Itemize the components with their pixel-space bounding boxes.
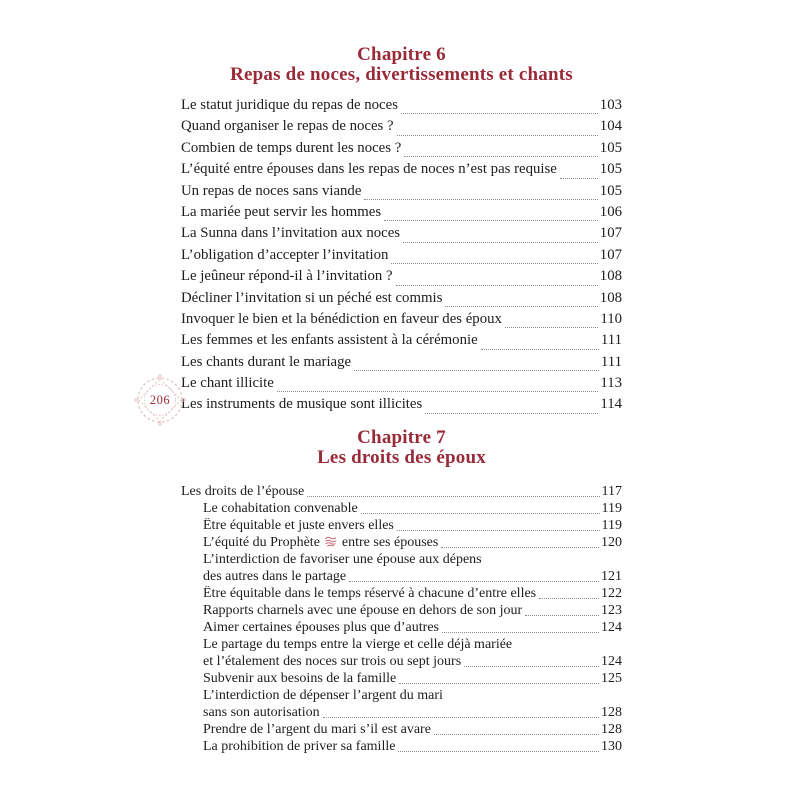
toc-entry-page: 105 xyxy=(599,182,622,199)
chapter-title: Repas de noces, divertissements et chants xyxy=(230,64,573,85)
dot-leader xyxy=(525,615,599,616)
dot-leader xyxy=(354,370,599,371)
toc-entry-page: 125 xyxy=(601,671,622,686)
toc-entry-page: 111 xyxy=(600,353,622,370)
toc-entry-label: Le jeûneur répond-il à l’invitation ? xyxy=(181,268,393,285)
toc-entry-label: Être équitable dans le temps réservé à chacune d’entre elles xyxy=(203,586,537,601)
toc-entry xyxy=(181,118,622,139)
dot-leader xyxy=(364,199,597,200)
toc-entry xyxy=(181,535,622,552)
dot-leader xyxy=(505,327,598,328)
toc-entry-label: Le partage du temps entre la vierge et celle déjà mariée xyxy=(203,637,513,652)
chapter-6-section xyxy=(181,45,622,418)
toc-entry xyxy=(181,161,622,182)
dot-leader xyxy=(403,242,598,243)
toc-entry-label: Aimer certaines épouses plus que d’autres xyxy=(203,620,439,635)
toc-entry-label: L’équité entre épouses dans les repas de noces n’est pas requise xyxy=(181,161,557,178)
toc-entry-page: 108 xyxy=(599,289,622,306)
toc-entry-page: 124 xyxy=(601,654,622,669)
toc-entry-label: Rapports charnels avec une épouse en dehors de son jour xyxy=(203,603,523,618)
toc-entry xyxy=(181,290,622,311)
toc-entry-label: Décliner l’invitation si un péché est commis xyxy=(181,289,443,306)
toc-entry xyxy=(181,332,622,353)
toc-entry-label: Les droits de l’épouse xyxy=(181,484,305,499)
toc-entry xyxy=(181,586,622,603)
toc-entry xyxy=(181,552,622,569)
dot-leader xyxy=(349,581,599,582)
toc-entry-label: Le cohabitation convenable xyxy=(203,501,358,516)
page-number-badge xyxy=(132,372,188,428)
toc-entry-label: L’équité du Prophète entre ses épouses xyxy=(203,535,439,550)
toc-entry-page: 123 xyxy=(601,603,622,618)
dot-leader xyxy=(384,220,598,221)
toc-entry xyxy=(181,722,622,739)
toc-entry-label: Les femmes et les enfants assistent à la cérémonie xyxy=(181,332,478,349)
toc-entry-page: 105 xyxy=(599,161,622,178)
dot-leader xyxy=(560,178,598,179)
prophet-salutation-icon xyxy=(324,535,337,547)
dot-leader xyxy=(401,113,598,114)
toc-entry-page: 104 xyxy=(599,118,622,135)
toc-entry-label: La mariée peut servir les hommes xyxy=(181,203,382,220)
toc-entry xyxy=(181,739,622,756)
toc-entry xyxy=(181,354,622,375)
page-number: 206 xyxy=(149,392,171,407)
chapter-label: Chapitre 6 xyxy=(357,44,446,65)
toc-entry-page: 114 xyxy=(600,396,622,413)
toc-entry-page: 107 xyxy=(599,225,622,242)
toc-entry-label: Quand organiser le repas de noces ? xyxy=(181,118,394,135)
dot-leader xyxy=(277,391,598,392)
toc-entry-page: 119 xyxy=(601,518,622,533)
toc-entry-page: 121 xyxy=(601,569,622,584)
toc-entry xyxy=(181,688,622,705)
dot-leader xyxy=(391,263,597,264)
toc-entry xyxy=(181,705,622,722)
toc-entry xyxy=(181,247,622,268)
toc-entry-label: La prohibition de priver sa famille xyxy=(203,739,396,754)
toc-entry-page: 106 xyxy=(599,203,622,220)
toc-entry-label: des autres dans le partage xyxy=(203,569,347,584)
toc-entry-label: L’interdiction de dépenser l’argent du mari xyxy=(203,688,443,703)
toc-entry-label: et l’étalement des noces sur trois ou sept jours xyxy=(203,654,462,669)
toc-entry xyxy=(181,484,622,501)
toc-entry-label: Invoquer le bien et la bénédiction en faveur des époux xyxy=(181,310,502,327)
toc-entry-label: sans son autorisation xyxy=(203,705,320,720)
toc-entry xyxy=(181,671,622,688)
toc-entry xyxy=(181,204,622,225)
toc-entry xyxy=(181,603,622,620)
toc-entry-label: Combien de temps durent les noces ? xyxy=(181,139,402,156)
dot-leader xyxy=(441,547,599,548)
dot-leader xyxy=(442,632,599,633)
toc-entry-page: 119 xyxy=(601,501,622,516)
toc-entry-label: Les chants durant le mariage xyxy=(181,353,352,370)
dot-leader xyxy=(445,306,597,307)
toc-entry xyxy=(181,569,622,586)
chapter-label: Chapitre 7 xyxy=(357,427,446,448)
toc-entry-page: 130 xyxy=(601,739,622,754)
dot-leader xyxy=(399,683,599,684)
toc-entry xyxy=(181,620,622,637)
toc-entry-label: Le statut juridique du repas de noces xyxy=(181,97,398,113)
toc-entry-label: Un repas de noces sans viande xyxy=(181,182,362,199)
toc-entry-label: Le chant illicite xyxy=(181,375,274,392)
toc-entry-page: 124 xyxy=(601,620,622,635)
toc-entry-label: L’obligation d’accepter l’invitation xyxy=(181,246,389,263)
toc-entry xyxy=(181,311,622,332)
chapter-7-section xyxy=(181,428,622,756)
toc-entry xyxy=(181,268,622,289)
toc-entry-label: Subvenir aux besoins de la famille xyxy=(203,671,397,686)
chapter-7-entries xyxy=(181,484,622,756)
dot-leader xyxy=(361,513,600,514)
toc-entry-page: 117 xyxy=(601,484,622,499)
toc-entry-label: Prendre de l’argent du mari s’il est avare xyxy=(203,722,431,737)
toc-entry-page: 108 xyxy=(599,268,622,285)
toc-entry-page: 107 xyxy=(599,246,622,263)
toc-entry-label: L’interdiction de favoriser une épouse aux dépens xyxy=(203,552,482,567)
chapter-6-heading xyxy=(181,45,622,85)
toc-entry xyxy=(181,654,622,671)
toc-entry-page: 103 xyxy=(599,97,622,113)
toc-entry-page: 128 xyxy=(601,722,622,737)
toc-entry-label: Les instruments de musique sont illicites xyxy=(181,396,423,413)
toc-entry-label: Être équitable et juste envers elles xyxy=(203,518,394,533)
dot-leader xyxy=(307,496,599,497)
toc-entry xyxy=(181,637,622,654)
toc-entry-page: 120 xyxy=(601,535,622,550)
toc-entry-page: 128 xyxy=(601,705,622,720)
toc-entry xyxy=(181,97,622,118)
toc-entry-page: 105 xyxy=(599,139,622,156)
dot-leader xyxy=(464,666,599,667)
toc-entry xyxy=(181,140,622,161)
toc-entry xyxy=(181,183,622,204)
chapter-7-heading xyxy=(181,428,622,468)
toc-entry-page: 110 xyxy=(600,310,622,327)
dot-leader xyxy=(397,135,598,136)
toc-entry-label: La Sunna dans l’invitation aux noces xyxy=(181,225,401,242)
dot-leader xyxy=(323,717,599,718)
dot-leader xyxy=(404,156,598,157)
chapter-title: Les droits des époux xyxy=(317,447,486,468)
toc-entry xyxy=(181,375,622,396)
dot-leader xyxy=(396,285,598,286)
dot-leader xyxy=(398,751,599,752)
toc-entry-page: 111 xyxy=(600,332,622,349)
dot-leader xyxy=(434,734,599,735)
toc-entry xyxy=(181,225,622,246)
dot-leader xyxy=(539,598,599,599)
toc-entry xyxy=(181,501,622,518)
toc-entry xyxy=(181,396,622,417)
toc-entry xyxy=(181,518,622,535)
toc-entry-page: 122 xyxy=(601,586,622,601)
chapter-6-entries xyxy=(181,97,622,418)
toc-entry-page: 113 xyxy=(600,375,622,392)
dot-leader xyxy=(481,349,599,350)
dot-leader xyxy=(425,413,598,414)
dot-leader xyxy=(397,530,600,531)
